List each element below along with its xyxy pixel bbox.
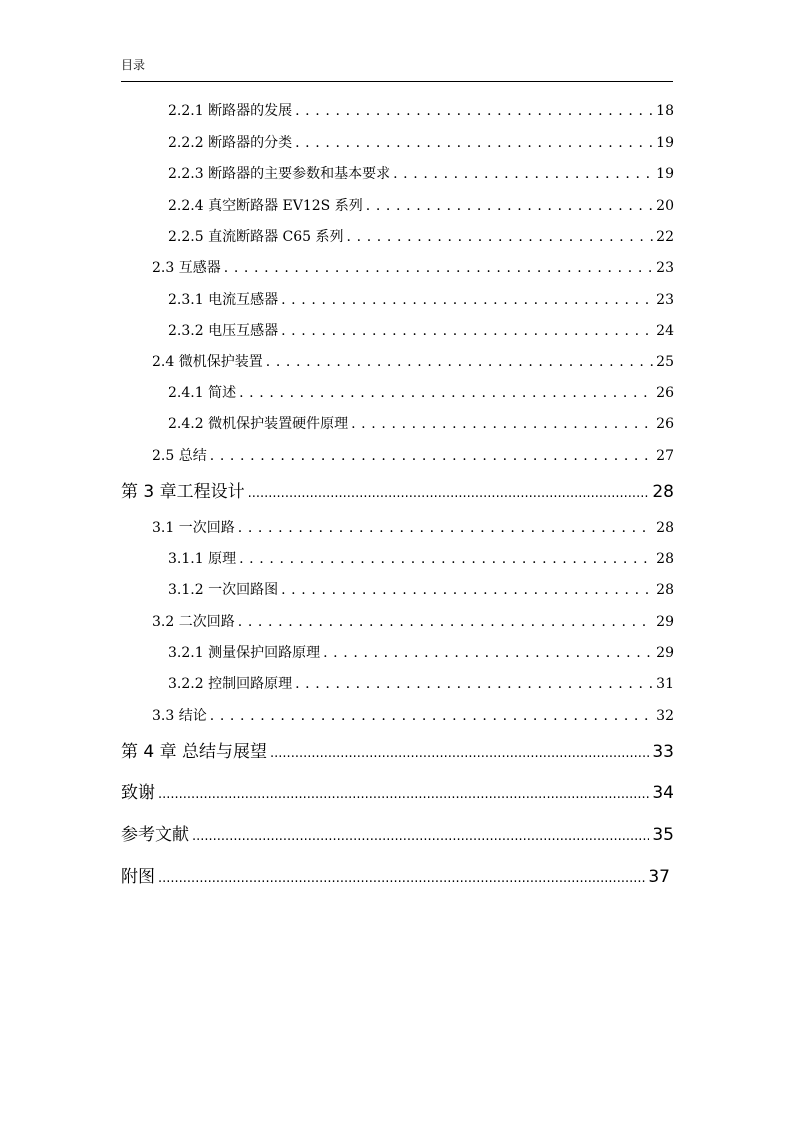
toc-entry-label: 2.3 互感器 — [152, 260, 221, 276]
toc-entry-label: 3.3 结论 — [152, 708, 207, 724]
dot-leader — [210, 446, 653, 466]
toc-entry-page: 28 — [656, 551, 674, 567]
dot-leader — [347, 227, 654, 247]
toc-entry-label: 2.3.2 电压互感器 — [168, 323, 279, 339]
toc-entry-page: 29 — [656, 645, 674, 661]
toc-entry[interactable] — [152, 352, 674, 372]
dot-leader — [158, 782, 649, 806]
toc-entry[interactable] — [168, 643, 674, 663]
dot-leader — [239, 383, 653, 403]
toc-entry-label: 2.4.2 微机保护装置硬件原理 — [168, 416, 349, 432]
dot-leader — [295, 133, 653, 153]
toc-entry[interactable] — [168, 164, 674, 184]
toc-entry-label: 2.4.1 简述 — [168, 385, 237, 401]
toc-entry-page: 34 — [652, 783, 674, 803]
dot-leader — [158, 866, 645, 890]
toc-entry[interactable] — [152, 612, 674, 632]
dot-leader — [393, 164, 653, 184]
toc-entry-label: 第 4 章 总结与展望 — [121, 742, 268, 762]
toc-chapter-entry[interactable] — [121, 741, 674, 765]
toc-entry[interactable] — [152, 446, 674, 466]
toc-entry[interactable] — [152, 706, 674, 726]
toc-entry[interactable] — [168, 133, 674, 153]
toc-chapter-entry[interactable] — [121, 782, 674, 806]
toc-entry-page: 20 — [656, 198, 674, 214]
toc-entry-page: 33 — [652, 742, 674, 762]
toc-entry-page: 35 — [652, 825, 674, 845]
dot-leader — [366, 196, 653, 216]
toc-entry-page: 32 — [656, 708, 674, 724]
toc-entry-label: 2.3.1 电流互感器 — [168, 292, 279, 308]
toc-entry[interactable] — [168, 321, 674, 341]
dot-leader — [295, 101, 653, 121]
dot-leader — [351, 414, 653, 434]
toc-entry-label: 2.2.3 断路器的主要参数和基本要求 — [168, 166, 391, 182]
toc-chapter-entry[interactable] — [121, 866, 670, 890]
dot-leader — [323, 643, 653, 663]
toc-entry-label: 2.2.2 断路器的分类 — [168, 135, 293, 151]
toc-entry-label: 2.2.5 直流断路器 C65 系列 — [168, 229, 344, 245]
toc-entry-page: 26 — [656, 416, 674, 432]
toc-entry-label: 3.1.1 原理 — [168, 551, 237, 567]
toc-entry-label: 2.5 总结 — [152, 448, 207, 464]
toc-entry-label: 附图 — [121, 867, 155, 887]
toc-entry-page: 19 — [656, 166, 674, 182]
toc-entry-label: 致谢 — [121, 783, 155, 803]
toc-entry[interactable] — [168, 674, 674, 694]
toc-entry-page: 23 — [656, 260, 674, 276]
toc-entry[interactable] — [168, 549, 674, 569]
toc-entry[interactable] — [152, 258, 674, 278]
dot-leader — [238, 612, 653, 632]
toc-entry[interactable] — [168, 414, 674, 434]
dot-leader — [266, 352, 653, 372]
header-title: 目录 — [121, 58, 146, 72]
toc-entry-page: 27 — [656, 448, 674, 464]
toc-entry[interactable] — [168, 196, 674, 216]
toc-entry-label: 第 3 章工程设计 — [121, 482, 245, 502]
dot-leader — [281, 580, 653, 600]
toc-entry[interactable] — [152, 518, 674, 538]
toc-entry-page: 23 — [656, 292, 674, 308]
toc-entry-page: 22 — [656, 229, 674, 245]
toc-entry-page: 24 — [656, 323, 674, 339]
toc-entry-page: 18 — [656, 103, 674, 119]
toc-entry-label: 2.4 微机保护装置 — [152, 354, 263, 370]
toc-entry[interactable] — [168, 290, 674, 310]
dot-leader — [210, 706, 653, 726]
toc-entry-label: 2.2.4 真空断路器 EV12S 系列 — [168, 198, 363, 214]
toc-entry-page: 25 — [656, 354, 674, 370]
toc-entry-label: 3.2.2 控制回路原理 — [168, 676, 293, 692]
dot-leader — [192, 824, 649, 848]
toc-entry-label: 3.2 二次回路 — [152, 614, 235, 630]
toc-entry[interactable] — [168, 101, 674, 121]
toc-entry-label: 2.2.1 断路器的发展 — [168, 103, 293, 119]
toc-chapter-entry[interactable] — [121, 481, 674, 505]
dot-leader — [270, 741, 649, 765]
toc-chapter-entry[interactable] — [121, 824, 674, 848]
toc-entry-label: 3.2.1 测量保护回路原理 — [168, 645, 321, 661]
toc-entry-page: 29 — [656, 614, 674, 630]
dot-leader — [281, 321, 653, 341]
dot-leader — [238, 518, 653, 538]
toc-entry-page: 28 — [656, 520, 674, 536]
dot-leader — [224, 258, 653, 278]
toc-entry-page: 28 — [652, 482, 674, 502]
dot-leader — [281, 290, 653, 310]
dot-leader — [248, 481, 650, 505]
toc-entry[interactable] — [168, 383, 674, 403]
toc-entry-page: 37 — [648, 867, 670, 887]
toc-entry-label: 3.1.2 一次回路图 — [168, 582, 279, 598]
toc-entry[interactable] — [168, 227, 674, 247]
toc-entry[interactable] — [168, 580, 674, 600]
dot-leader — [239, 549, 653, 569]
toc-entry-label: 参考文献 — [121, 825, 189, 845]
toc-entry-page: 28 — [656, 582, 674, 598]
toc-entry-page: 19 — [656, 135, 674, 151]
toc-entry-page: 31 — [656, 676, 674, 692]
dot-leader — [295, 674, 653, 694]
toc-entry-label: 3.1 一次回路 — [152, 520, 235, 536]
toc-entry-page: 26 — [656, 385, 674, 401]
